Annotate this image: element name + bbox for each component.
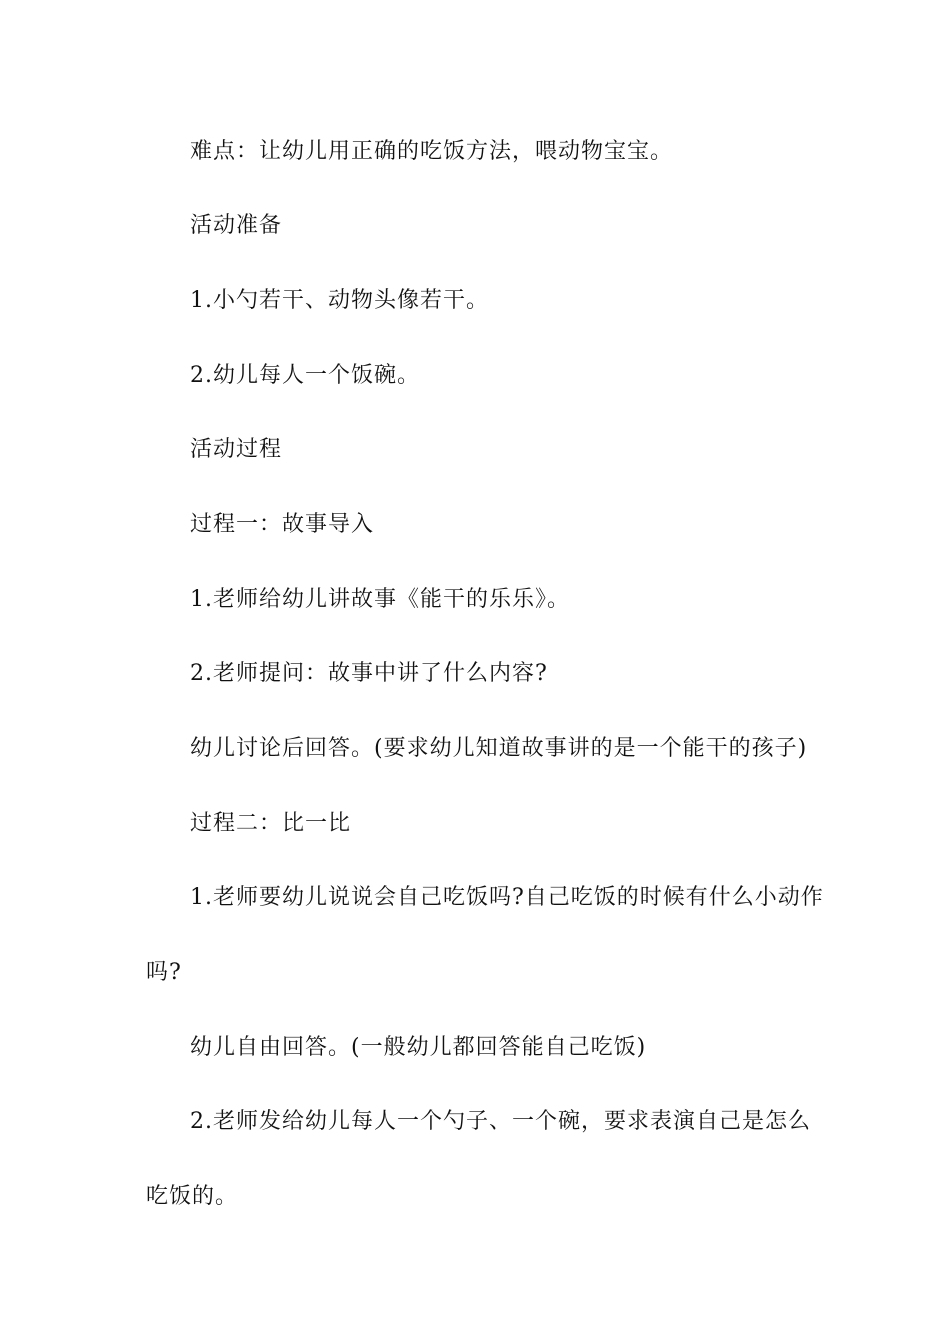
list-item-process-two-1: 1.老师要幼儿说说会自己吃饭吗?自己吃饭的时候有什么小动作 <box>190 885 824 910</box>
list-item-process-one-2: 2.老师提问：故事中讲了什么内容? <box>190 661 548 686</box>
paragraph-difficulty: 难点：让幼儿用正确的吃饭方法，喂动物宝宝。 <box>190 139 674 164</box>
heading-activity-preparation: 活动准备 <box>190 213 283 238</box>
list-item-process-two-1-continued: 吗? <box>146 960 182 985</box>
subheading-process-one: 过程一：故事导入 <box>190 512 375 537</box>
paragraph-discussion: 幼儿讨论后回答。(要求幼儿知道故事讲的是一个能干的孩子) <box>190 736 808 761</box>
list-item-process-two-2-continued: 吃饭的。 <box>146 1184 239 1209</box>
list-item-process-one-1: 1.老师给幼儿讲故事《能干的乐乐》。 <box>190 587 570 612</box>
list-item-process-two-2: 2.老师发给幼儿每人一个勺子、一个碗，要求表演自己是怎么 <box>190 1109 811 1134</box>
heading-activity-process: 活动过程 <box>190 437 283 462</box>
paragraph-free-answer: 幼儿自由回答。(一般幼儿都回答能自己吃饭) <box>190 1035 647 1060</box>
list-item-preparation-2: 2.幼儿每人一个饭碗。 <box>190 363 420 388</box>
subheading-process-two: 过程二：比一比 <box>190 811 352 836</box>
list-item-preparation-1: 1.小勺若干、动物头像若干。 <box>190 288 489 313</box>
